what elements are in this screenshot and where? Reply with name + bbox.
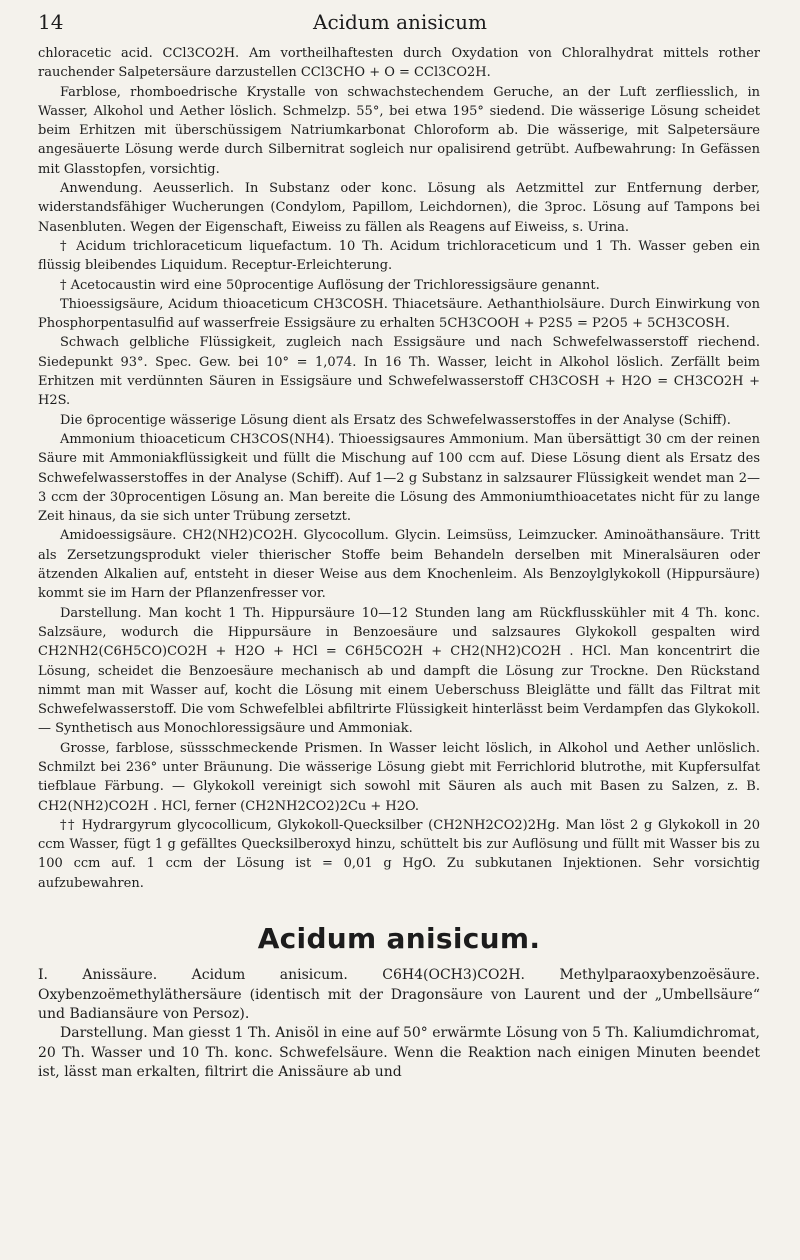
paragraph-ammonium-thioacetate: Ammonium thioaceticum CH3COS(NH4). Thioessigsaures Ammonium. Man übersättigt 30 cm der reinen Säure mit Ammoniakflüssigkeit und füllt die Mischung auf 100 ccm auf. Diese Lösung dient als Ersatz des Schwefelwasserstoffes in der Analyse (Schiff). Auf 1—2 g Substanz in salzsaurer Flüssigkeit wendet man 2—3 ccm der 30procentigen Lösung an. Man bereite die Lösung des Ammoniumthioacetates nicht für zu lange Zeit hinaus, da sie sich unter Trübung zersetzt. — [38, 431, 760, 525]
paragraph-mercury-glycine: †† Hydrargyrum glycocollicum, Glykokoll-Quecksilber (CH2NH2CO2)2Hg. Man löst 2 g Glykokoll in 20 ccm Wasser, fügt 1 g gefälltes Quecksilberoxyd hinzu, schüttelt bis zur Auflösung und füllt mit Wasser bis zu 100 ccm auf. 1 ccm der Lösung ist = 0,01 g HgO. Zu subkutanen Injektionen. Sehr vorsichtig aufzubewahren. — [38, 817, 760, 891]
paragraph-thioacetic-acid: Thioessigsäure, Acidum thioaceticum CH3COSH. Thiacetsäure. Aethanthiolsäure. Durch Einwirkung von Phosphorpentasulfid auf wasserfreie Essigsäure zu erhalten 5CH3COOH + P2S5 = P2O5 + 5CH3COSH. — [38, 296, 760, 332]
paragraph-glycine-preparation: Darstellung. Man kocht 1 Th. Hippursäure 10—12 Stunden lang am Rückflusskühler mit 4 Th. konc. Salzsäure, wodurch die Hippursäure in Benzoesäure und salzsaures Glykokoll gespalten wird CH2NH2(C6H5CO)CO2H + H2O + HCl = C6H5CO2H + CH2(NH2)CO2H . HCl. Man koncentrirt die Lösung, scheidet die Benzoesäure mechanisch ab und dampft die Lösung zur Trockne. Den Rückstand nimmt man mit Wasser auf, kocht die Lösung mit einem Ueberschuss Bleiglätte und fällt das Filtrat mit Schwefelwasserstoff. Die vom Schwefelblei abfiltrirte Flüssigkeit hinterlässt beim Verdampfen das Glykokoll. — Synthetisch aus Monochloressigsäure und Ammoniak. — [38, 605, 760, 737]
paragraph-anisic-acid: I. Anissäure. Acidum anisicum. C6H4(OCH3)CO2H. Methylparaoxybenzoësäure. Oxybenzoëmethyläthersäure (identisch mit der Dragonsäure von Laurent und der „Umbellsäure“ und Badiansäure von Persoz). — [38, 967, 760, 1022]
page-number: 14 — [38, 10, 64, 34]
running-title: Acidum anisicum — [313, 10, 487, 34]
section-title: Acidum anisicum. — [257, 922, 541, 956]
paragraph-glycine-properties: Grosse, farblose, süssschmeckende Prismen. In Wasser leicht löslich, in Alkohol und Aether unlöslich. Schmilzt bei 236° unter Bräunung. Die wässerige Lösung giebt mit Ferrichlorid blutrothe, mit Kupfersulfat tiefblaue Färbung. — Glykokoll vereinigt sich sowohl mit Säuren als auch mit Basen zu Salzen, z. B. CH2(NH2)CO2H . HCl, ferner (CH2NH2CO2)2Cu + H2O. — [38, 740, 760, 814]
paragraph-acetocaustin: † Acetocaustin wird eine 50procentige Auflösung der Trichloressigsäure genannt. — [60, 277, 600, 293]
running-head — [38, 10, 762, 40]
paragraph-thioacetic-analysis: Die 6procentige wässerige Lösung dient als Ersatz des Schwefelwasserstoffes in der Analyse (Schiff). — [60, 412, 731, 428]
paragraph-anisic-preparation: Darstellung. Man giesst 1 Th. Anisöl in eine auf 50° erwärmte Lösung von 5 Th. Kaliumdichromat, 20 Th. Wasser und 10 Th. konc. Schwefelsäure. Wenn die Reaktion nach einigen Minuten beendet ist, lässt man erkalten, filtrirt die Anissäure ab und — [38, 1025, 760, 1080]
paragraph-usage: Anwendung. Aeusserlich. In Substanz oder konc. Lösung als Aetzmittel zur Entfernung derber, widerstandsfähiger Wucherungen (Condylom, Papillom, Leichdornen), die 3proc. Lösung auf Tampons bei Nasenbluten. Wegen der Eigenschaft, Eiweiss zu fällen als Reagens auf Eiweiss, s. Urina. — [38, 181, 760, 235]
paragraph-trichloroacetic-acid: chloracetic acid. CCl3CO2H. Am vortheilhaftesten durch Oxydation von Chloralhydrat mittels rother rauchender Salpetersäure darzustellen CCl3CHO + O = CCl3CO2H. — [38, 46, 760, 81]
body-text — [38, 44, 760, 1082]
paragraph-liquefactum: † Acidum trichloraceticum liquefactum. 10 Th. Acidum trichloraceticum und 1 Th. Wasser geben ein flüssig bleibendes Liquidum. Receptur-Erleichterung. — [38, 238, 760, 274]
paragraph-thioacetic-properties: Schwach gelbliche Flüssigkeit, zugleich nach Essigsäure und nach Schwefelwasserstoff riechend. Siedepunkt 93°. Spec. Gew. bei 10° = 1,074. In 16 Th. Wasser, leicht in Alkohol löslich. Zerfällt beim Erhitzen mit verdünnten Säuren in Essigsäure und Schwefelwasserstoff CH3COSH + H2O = CH3CO2H + H2S. — [38, 335, 760, 409]
paragraph-glycine: Amidoessigsäure. CH2(NH2)CO2H. Glycocollum. Glycin. Leimsüss, Leimzucker. Aminoäthansäure. Tritt als Zersetzungsprodukt vieler thierischer Stoffe beim Behandeln derselben mit Mineralsäuren oder ätzenden Alkalien auf, entsteht in dieser Weise aus dem Knochenleim. Als Benzoylglykokoll (Hippursäure) kommt sie im Harn der Pflanzenfresser vor. — [38, 528, 760, 602]
paragraph-properties: Farblose, rhomboedrische Krystalle von schwachstechendem Geruche, an der Luft zerfliesslich, in Wasser, Alkohol und Aether löslich. Schmelzp. 55°, bei etwa 195° siedend. Die wässerige Lösung scheidet beim Erhitzen mit überschüssigem Natriumkarbonat Chloroform ab. Die wässerige, mit Salpetersäure angesäuerte Lösung werde durch Silbernitrat sogleich nur opalisirend getrübt. Aufbewahrung: In Gefässen mit Glasstopfen, vorsichtig. — [38, 84, 760, 177]
